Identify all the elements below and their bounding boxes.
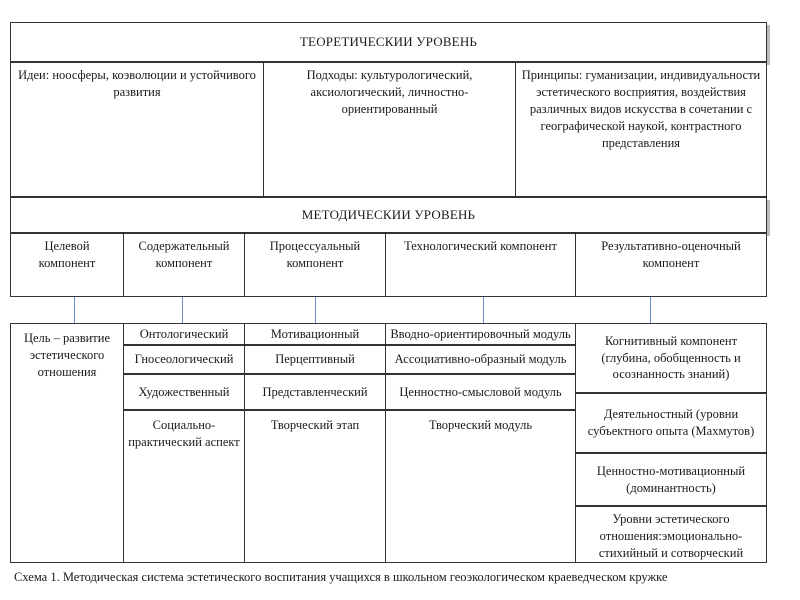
result-activity: Деятельностный (уровни субъектного опыта (Махмутов)	[575, 393, 767, 453]
result-aesthetic-levels: Уровни эстетического отношения:эмоционально-стихийный и сотворческий	[575, 506, 767, 563]
connector-line	[315, 297, 316, 323]
component-process: Процессуальный компонент	[244, 233, 386, 297]
process-motivational: Мотивационный	[244, 323, 386, 345]
content-ontological: Онтологический	[123, 323, 245, 345]
connector-line	[74, 297, 75, 323]
tech-introductory-module: Вводно-ориентировочный модуль	[385, 323, 576, 345]
component-content: Содержательный компонент	[123, 233, 245, 297]
approaches-cell: Подходы: культурологический, аксиологический, личностно-ориентированный	[263, 62, 516, 197]
content-gnoseological: Гносеологический	[123, 345, 245, 374]
process-perceptive: Перцептивный	[244, 345, 386, 374]
result-cognitive: Когнитивный компонент (глубина, обобщенность и осознанность знаний)	[575, 323, 767, 393]
tech-associative-module: Ассоциативно-образный модуль	[385, 345, 576, 374]
ideas-cell: Идеи: ноосферы, коэволюции и устойчивого развития	[10, 62, 264, 197]
process-representational: Представленческий	[244, 374, 386, 410]
connector-line	[182, 297, 183, 323]
theoretical-level-title: ТЕОРЕТИЧЕСКИИ УРОВЕНЬ	[10, 22, 767, 62]
connector-line	[650, 297, 651, 323]
tech-creative-module: Творческий модуль	[385, 410, 576, 563]
content-social-practical: Социально-практический аспект	[123, 410, 245, 563]
process-creative-stage: Творческий этап	[244, 410, 386, 563]
result-value-motivational: Ценностно-мотивационный (доминантность)	[575, 453, 767, 506]
connector-line	[483, 297, 484, 323]
content-artistic: Художественный	[123, 374, 245, 410]
tech-value-module: Ценностно-смысловой модуль	[385, 374, 576, 410]
target-goal-box: Цель – развитие эстетического отношения	[10, 323, 124, 563]
component-technology: Технологический компонент	[385, 233, 576, 297]
component-target: Целевой компонент	[10, 233, 124, 297]
component-result: Результативно-оценочный компонент	[575, 233, 767, 297]
methodical-level-title: МЕТОДИЧЕСКИИ УРОВЕНЬ	[10, 197, 767, 233]
principles-cell: Принципы: гуманизации, индивидуальности эстетического восприятия, воздействия различных видов искусства в сочетании с географической наукой, контрастного представления	[515, 62, 767, 197]
figure-caption: Схема 1. Методическая система эстетического воспитания учащихся в школьном геоэкологическом краеведческом кружке	[14, 570, 668, 584]
